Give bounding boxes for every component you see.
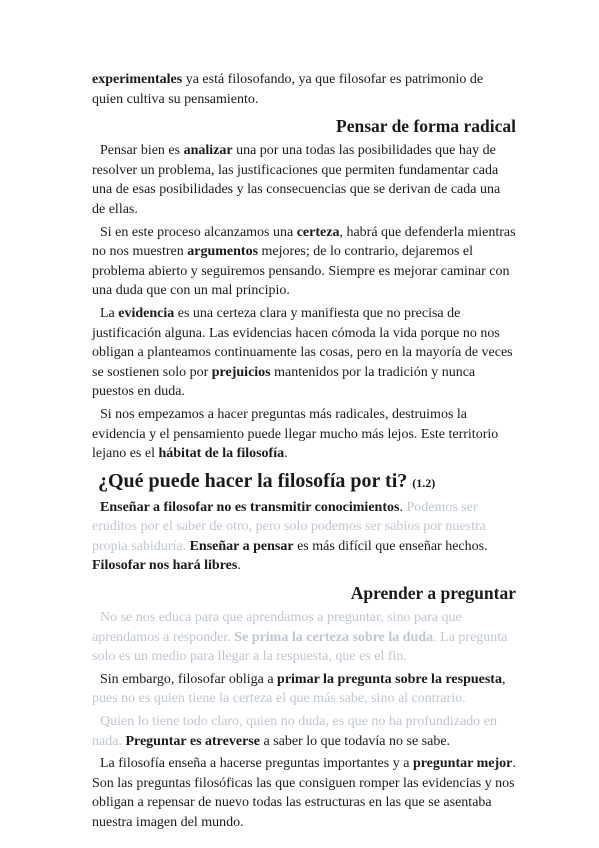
paragraph-certeza <box>92 223 516 301</box>
text-run: , <box>501 671 506 687</box>
text-run: Si en este proceso alcanzamos una <box>100 224 297 240</box>
bold-term: Preguntar es atreverse <box>121 733 260 749</box>
text-run: ya está filosofando, ya que filosofar es patrimonio de quien cultiva su pensamiento. <box>92 72 484 107</box>
text-run: Pensar bien es <box>100 143 184 159</box>
section-reference: (1.2) <box>412 475 436 490</box>
document-body <box>92 70 516 836</box>
text-run: . <box>399 499 403 515</box>
main-heading <box>98 469 516 495</box>
text-run: Si nos empezamos a hacer preguntas más radicales, destruimos la evidencia y el pensamiento puede llegar mucho más lejos. Este territorio lejano es el <box>92 406 499 462</box>
text-run: mantenidos por la tradición y nunca puestos en duda. <box>92 364 476 400</box>
bold-term: Filosofar nos hará libres <box>92 558 238 574</box>
paragraph-ensenar <box>92 498 516 576</box>
bold-term: analizar <box>183 143 233 159</box>
bold-term: evidencia <box>118 305 175 321</box>
paragraph-ensena <box>92 754 516 832</box>
text-run: una por una todas las posibilidades que hay de resolver un problema, las justificaciones que permiten fundamentar cada una de esas posibilidades y las consecuencias que se derivan de cada una de ellas. <box>92 143 501 217</box>
section-heading-radical: Pensar de forma radical <box>336 116 516 137</box>
bold-term: Enseñar a filosofar no es transmitir conocimientos <box>100 499 400 515</box>
text-run: , habrá que defenderla mientras no nos muestren <box>92 224 516 260</box>
faded-text: Quien lo tiene todo claro, quien no duda, es que no ha profundizado en nada. <box>92 714 497 749</box>
paragraph-atreverse <box>92 712 516 751</box>
bold-term: experimentales <box>92 72 183 87</box>
paragraph-analizar <box>92 141 516 219</box>
bold-term: primar la pregunta sobre la respuesta <box>277 671 502 687</box>
text-run: es más difícil que enseñar hechos. <box>293 538 488 554</box>
text-run: La <box>100 305 119 321</box>
bold-term: hábitat de la filosofía <box>158 446 285 462</box>
faded-text: Podemos ser eruditos por el saber de otro, pero solo podemos ser sabios por nuestra propia sabiduría. <box>92 499 486 554</box>
paragraph-evidencia <box>92 304 516 402</box>
section-heading-preguntar: Aprender a preguntar <box>350 583 516 604</box>
text-run: a saber lo que todavía no se sabe. <box>259 733 451 749</box>
faded-text: No se nos educa para que aprendamos a preguntar, sino para que aprendamos a responder. <box>92 610 462 645</box>
bold-term: Enseñar a pensar <box>186 538 294 554</box>
text-run: . <box>237 558 241 574</box>
bold-term: certeza <box>296 224 340 240</box>
bold-term: preguntar mejor <box>412 756 513 772</box>
text-run: La filosofía enseña a hacerse preguntas importantes y a <box>100 756 413 772</box>
bold-term: argumentos <box>187 244 259 260</box>
paragraph-habitat <box>92 405 516 464</box>
text-run: . Son las preguntas filosóficas las que consiguen romper las evidencias y nos obligan a repensar de nuevo todas las estructuras en las que se asentaba nuestra imagen del mundo. <box>92 756 516 830</box>
paragraph-intro <box>92 70 516 109</box>
paragraph-primar <box>92 670 516 709</box>
faded-bold-term: Se prima la certeza sobre la duda <box>234 629 434 645</box>
text-run: es una certeza clara y manifiesta que no precisa de justificación alguna. Las evidencias hacen cómoda la vida porque no nos obligan a planteamos continuamente las cosas, pero en la mayoría de veces se sostienen solo por <box>92 305 513 380</box>
paragraph-educa <box>92 608 516 667</box>
faded-text: pues no es quien tiene la certeza el que más sabe, sino al contrario. <box>92 691 466 707</box>
main-heading-title: ¿Qué puede hacer la filosofía por ti? <box>98 469 408 492</box>
faded-text: . La pregunta solo es un medio para llegar a la respuesta, que es el fin. <box>92 629 508 665</box>
text-run: mejores; de lo contrario, dejaremos el problema abierto y seguiremos pensando. Siempre es mejorar caminar con una duda que con un mal principio. <box>92 244 510 299</box>
text-run: Sin embargo, filosofar obliga a <box>100 671 278 687</box>
bold-term: prejuicios <box>211 364 271 380</box>
text-run: . <box>284 446 288 462</box>
